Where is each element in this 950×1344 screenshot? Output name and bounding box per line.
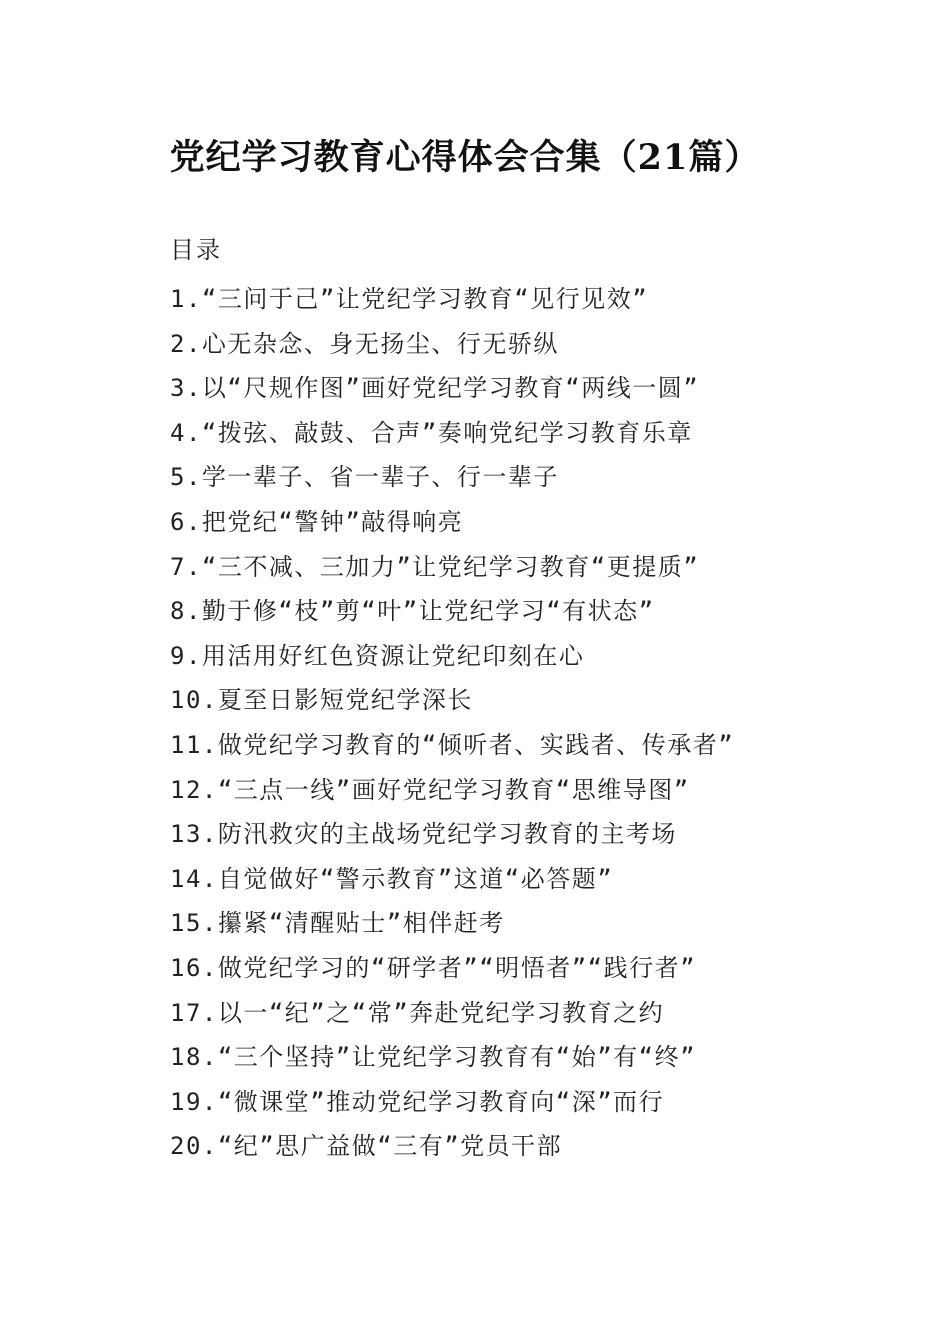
toc-item-15: 15.攥紧“清醒贴士”相伴赶考 — [170, 909, 505, 938]
toc-item-10: 10.夏至日影短党纪学深长 — [170, 686, 473, 715]
toc-item-13: 13.防汛救灾的主战场党纪学习教育的主考场 — [170, 820, 677, 849]
toc-item-14: 14.自觉做好“警示教育”这道“必答题” — [170, 864, 614, 893]
document-title: 党纪学习教育心得体会合集（21篇） — [169, 137, 761, 178]
toc-item-1: 1.“三问于己”让党纪学习教育“见行见效” — [170, 285, 649, 313]
toc-item-5: 5.学一辈子、省一辈子、行一辈子 — [170, 463, 559, 492]
toc-item-19: 19.“微课堂”推动党纪学习教育向“深”而行 — [170, 1087, 665, 1116]
toc-item-12: 12.“三点一线”画好党纪学习教育“思维导图” — [170, 775, 690, 804]
toc-item-17: 17.以一“纪”之“常”奔赴党纪学习教育之约 — [170, 998, 665, 1027]
toc-item-3: 3.以“尺规作图”画好党纪学习教育“两线一圆” — [170, 374, 700, 403]
toc-heading: 目录 — [170, 236, 222, 264]
toc-item-11: 11.做党纪学习教育的“倾听者、实践者、传承者” — [170, 730, 735, 759]
table-of-contents — [170, 277, 734, 1169]
toc-item-8: 8.勤于修“枝”剪“叶”让党纪学习“有状态” — [170, 597, 655, 626]
toc-item-16: 16.做党纪学习的“研学者”“明悟者”“践行者” — [170, 953, 697, 982]
toc-item-7: 7.“三不减、三加力”让党纪学习教育“更提质” — [170, 552, 700, 581]
toc-item-4: 4.“拨弦、敲鼓、合声”奏响党纪学习教育乐章 — [170, 418, 693, 447]
toc-item-9: 9.用活用好红色资源让党纪印刻在心 — [170, 641, 585, 670]
toc-item-2: 2.心无杂念、身无扬尘、行无骄纵 — [170, 329, 559, 358]
toc-item-20: 20.“纪”思广益做“三有”党员干部 — [170, 1132, 563, 1161]
toc-item-18: 18.“三个坚持”让党纪学习教育有“始”有“终” — [170, 1043, 697, 1072]
toc-item-6: 6.把党纪“警钟”敲得响亮 — [170, 507, 464, 536]
